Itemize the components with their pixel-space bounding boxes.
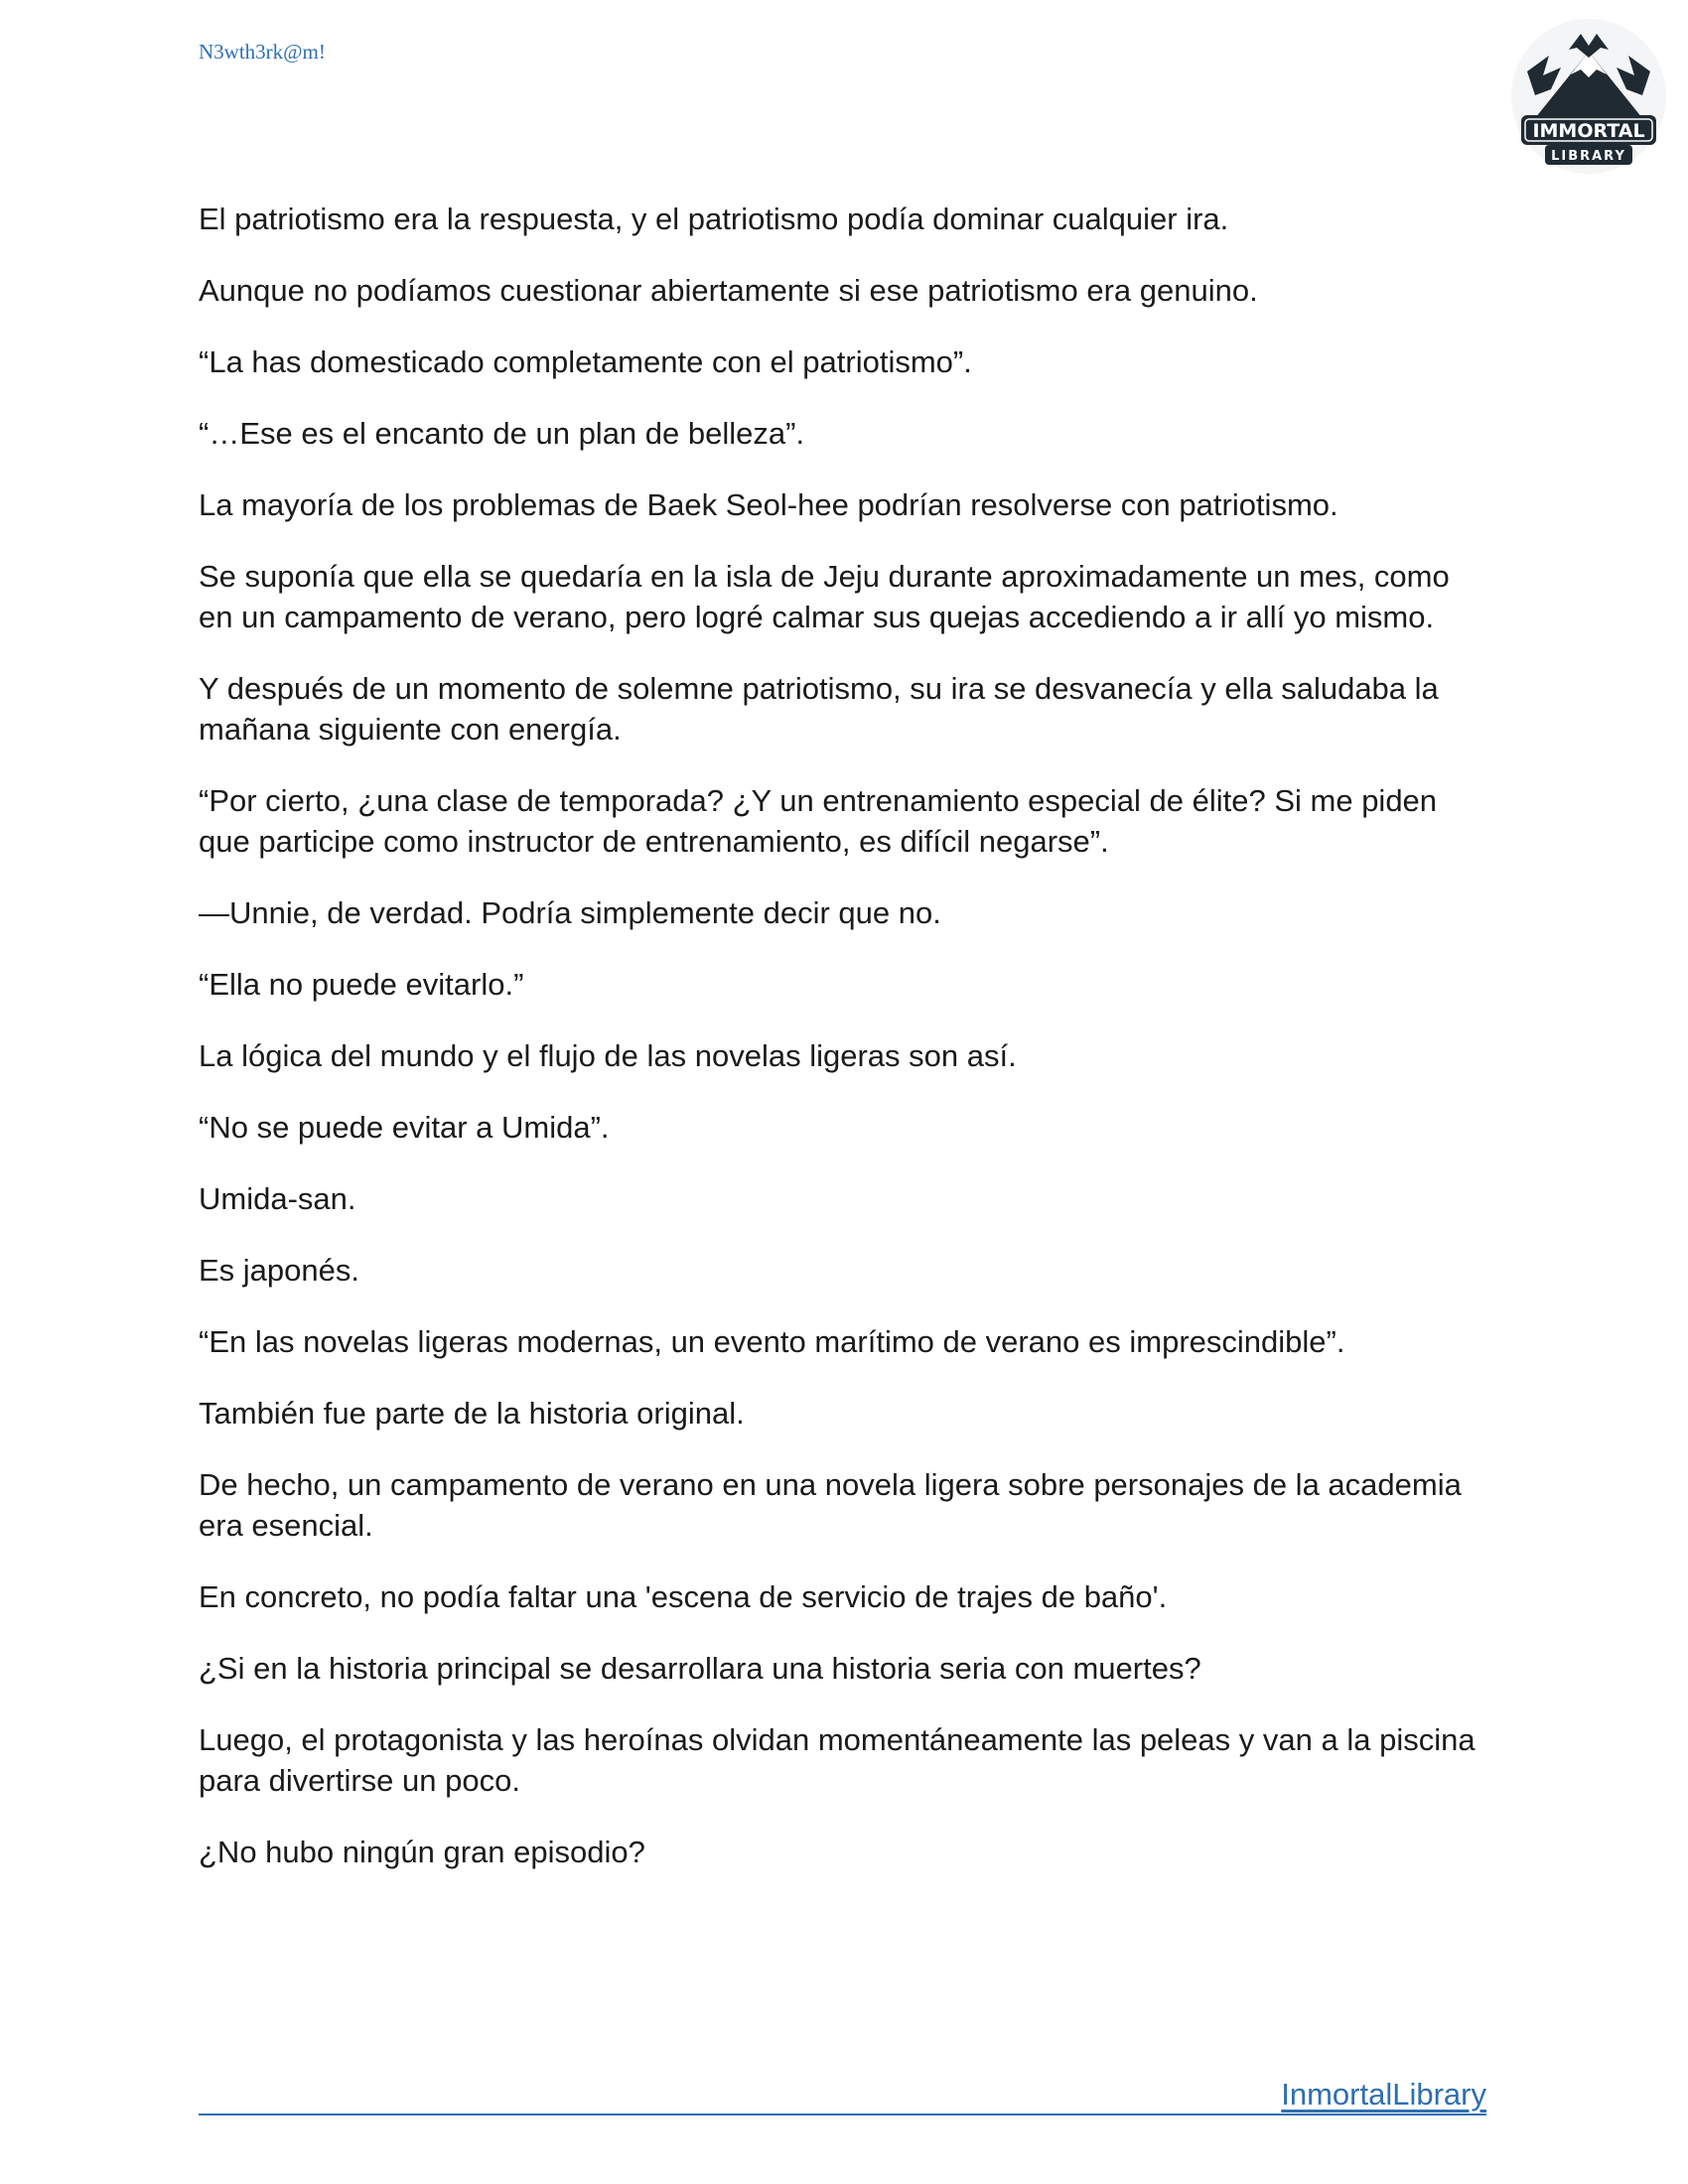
paragraph: “Por cierto, ¿una clase de temporada? ¿Y un entrenamiento especial de élite? Si me piden que participe como instructor de entrenamiento, es difícil negarse”. — [199, 783, 1438, 859]
paragraph: De hecho, un campamento de verano en una novela ligera sobre personajes de la academia era esencial. — [199, 1467, 1462, 1543]
paragraph: ¿No hubo ningún gran episodio? — [199, 1835, 645, 1869]
paragraph: “En las novelas ligeras modernas, un evento marítimo de verano es imprescindible”. — [199, 1324, 1345, 1359]
paragraph: Aunque no podíamos cuestionar abiertamente si ese patriotismo era genuino. — [199, 273, 1258, 308]
paragraph: Umida-san. — [199, 1181, 356, 1216]
footer-library-link[interactable]: InmortalLibrary — [1281, 2077, 1486, 2112]
paragraph: La mayoría de los problemas de Baek Seol-hee podrían resolverse con patriotismo. — [199, 487, 1338, 522]
header-handle: N3wth3rk@m! — [199, 40, 326, 64]
paragraph: También fue parte de la historia original. — [199, 1396, 745, 1431]
paragraph: “No se puede evitar a Umida”. — [199, 1110, 610, 1145]
paragraph: La lógica del mundo y el flujo de las novelas ligeras son así. — [199, 1038, 1017, 1073]
document-body — [199, 199, 1489, 1903]
paragraph: ¿Si en la historia principal se desarrollara una historia seria con muertes? — [199, 1651, 1201, 1686]
logo-line2: LIBRARY — [1551, 149, 1626, 164]
paragraph: Luego, el protagonista y las heroínas olvidan momentáneamente las peleas y van a la piscina para divertirse un poco. — [199, 1722, 1476, 1798]
paragraph: “…Ese es el encanto de un plan de belleza”. — [199, 416, 805, 451]
footer-rule — [199, 2114, 1486, 2116]
paragraph: “La has domesticado completamente con el patriotismo”. — [199, 344, 972, 379]
paragraph: Y después de un momento de solemne patriotismo, su ira se desvanecía y ella saludaba la mañana siguiente con energía. — [199, 671, 1439, 747]
paragraph: —Unnie, de verdad. Podría simplemente decir que no. — [199, 895, 941, 930]
immortal-library-crest-icon — [1509, 12, 1668, 181]
logo-line1: IMMORTAL — [1532, 120, 1645, 142]
paragraph: “Ella no puede evitarlo.” — [199, 967, 524, 1002]
paragraph: Se suponía que ella se quedaría en la isla de Jeju durante aproximadamente un mes, como en un campamento de verano, pero logré calmar sus quejas accediendo a ir allí yo mismo. — [199, 559, 1450, 634]
paragraph: Es japonés. — [199, 1253, 359, 1288]
paragraph: En concreto, no podía faltar una 'escena de servicio de trajes de baño'. — [199, 1579, 1168, 1614]
paragraph: El patriotismo era la respuesta, y el patriotismo podía dominar cualquier ira. — [199, 202, 1229, 236]
